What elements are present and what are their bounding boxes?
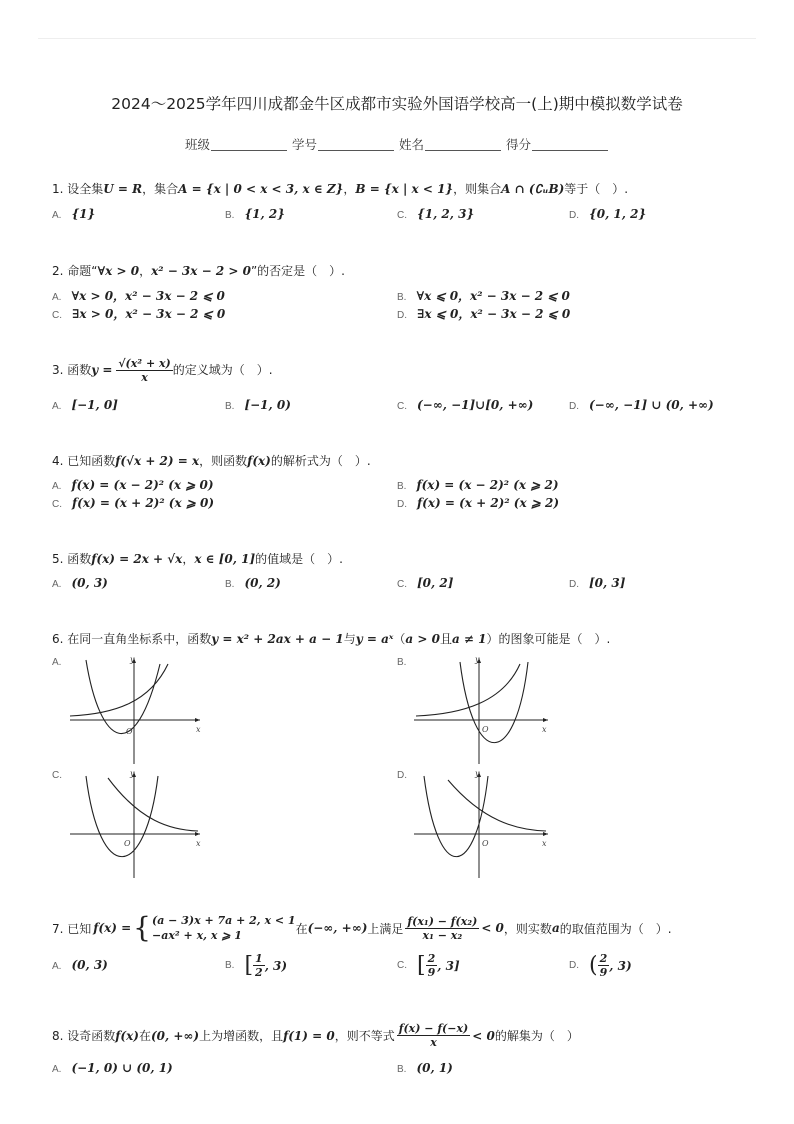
svg-text:O: O [482,839,489,848]
student-info-row [0,135,794,153]
question-7-stem: 7. 已知 f(x) = { (a − 3)x + 7a + 2, x < 1 −ax² + x, x ⩾ 1 在 (−∞, +∞) 上满足 $\frac{\text{f(x₁) − f(x₂)}}{\text{x₁ − x₂}}$ < 0 ，则实数 a 的取值范围为（ ）. [52,911,672,944]
svg-text:O: O [482,725,489,734]
q1-option-c[interactable]: C. {1, 2, 3} [397,207,475,221]
question-3-stem: 3. 函数y = $\frac{\text{√(x² + x)}}{x}$ 的定义域为（ ）. [52,357,273,384]
q4-option-c[interactable]: C. f(x) = (x + 2)² (x ⩾ 0) [52,496,215,510]
question-2-stem: 2. 命题“∀x > 0，x² − 3x − 2 > 0”的否定是（ ）. [52,264,345,278]
svg-text:x: x [196,839,201,848]
q8-option-b[interactable]: B. (0, 1) [397,1061,453,1075]
q6-graph-a[interactable] [60,652,210,767]
svg-text:O: O [126,727,133,736]
q5-option-a[interactable]: A. (0, 3) [52,576,108,590]
q7-fraction: $\frac{\text{f(x₁) − f(x₂)}}{\text{x₁ − x₂}}$ [407,914,478,942]
q1-option-b[interactable]: B. {1, 2} [225,207,285,221]
class-label: 班级 [184,137,210,152]
question-6-stem: 6. 在同一直角坐标系中，函数y = x² + 2ax + a − 1与y = aˣ（a > 0且a ≠ 1）的图象可能是（ ）. [52,632,611,646]
name-blank[interactable] [425,138,501,151]
q6-graph-b[interactable] [408,652,558,767]
q7-option-a[interactable]: A. (0, 3) [52,958,108,972]
svg-text:x: x [542,725,547,734]
q6-graph-c[interactable] [60,766,210,881]
q6-graph-d[interactable] [408,766,558,881]
svg-text:y: y [130,769,135,778]
svg-text:O: O [124,839,131,848]
question-5-stem: 5. 函数f(x) = 2x + √x，x ∈ [0, 1]的值域是（ ）. [52,552,343,566]
q7-option-d[interactable]: D. ( $\frac{2}{9}$ , 3) [569,952,632,979]
student-id-label: 学号 [291,137,317,152]
q5-option-d[interactable]: D. [0, 3] [569,576,626,590]
question-4-stem: 4. 已知函数f(√x + 2) = x，则函数f(x)的解析式为（ ）. [52,454,371,468]
q4-option-a[interactable]: A. f(x) = (x − 2)² (x ⩾ 0) [52,478,214,492]
q7-option-b[interactable]: B. [ $\frac{1}{2}$ , 3) [225,952,288,979]
q4-option-d[interactable]: D. f(x) = (x + 2)² (x ⩾ 2) [397,496,560,510]
svg-text:y: y [475,769,480,778]
student-id-blank[interactable] [318,138,394,151]
svg-text:y: y [130,655,135,664]
q6-graph-c-label[interactable]: C. [52,770,62,781]
name-label: 姓名 [398,137,424,152]
svg-text:x: x [196,725,201,734]
score-label: 得分 [505,137,531,152]
q5-option-b[interactable]: B. (0, 2) [225,576,281,590]
q8-fraction: $\frac{f(x) - f(-x)}{x}$ [398,1022,469,1049]
question-8-stem: 8. 设奇函数 f(x) 在 (0, +∞) 上为增函数，且 f(1) = 0 ，则不等式 $\frac{f(x) - f(-x)}{x}$ < 0 的解集为（ ） [52,1022,579,1049]
q2-option-a[interactable]: A. ∀x > 0，x² − 3x − 2 ⩽ 0 [52,289,225,303]
q3-option-a[interactable]: A. [−1, 0] [52,398,118,412]
question-1-stem: 1. 设全集U = R，集合A = {x | 0 < x < 3, x ∈ Z}，B = {x | x < 1}，则集合A ∩ (∁ᵤB)等于（ ）. [52,182,629,196]
q8-option-a[interactable]: A. (−1, 0) ∪ (0, 1) [52,1061,173,1075]
q6-graph-a-label[interactable]: A. [52,657,62,668]
q7-brace-icon: { [133,911,151,944]
q1-option-a[interactable]: A. {1} [52,207,96,221]
q2-option-d[interactable]: D. ∃x ⩽ 0，x² − 3x − 2 ⩽ 0 [397,307,571,321]
q3-option-d[interactable]: D. (−∞, −1] ∪ (0, +∞) [569,398,714,412]
exam-title: 2024～2025学年四川成都金牛区成都市实验外国语学校高一(上)期中模拟数学试卷 [111,95,683,113]
q2-option-b[interactable]: B. ∀x ⩽ 0，x² − 3x − 2 ⩽ 0 [397,289,570,303]
q3-option-b[interactable]: B. [−1, 0) [225,398,291,412]
svg-text:y: y [475,655,480,664]
q3-option-c[interactable]: C. (−∞, −1]∪[0, +∞) [397,398,534,412]
score-blank[interactable] [532,138,608,151]
q6-graph-d-label[interactable]: D. [397,770,407,781]
svg-text:x: x [542,839,547,848]
q2-option-c[interactable]: C. ∃x > 0，x² − 3x − 2 ⩽ 0 [52,307,226,321]
q5-option-c[interactable]: C. [0, 2] [397,576,454,590]
q1-option-d[interactable]: D. {0, 1, 2} [569,207,647,221]
q4-option-b[interactable]: B. f(x) = (x − 2)² (x ⩾ 2) [397,478,559,492]
class-blank[interactable] [211,138,287,151]
q3-fraction: $\frac{\text{√(x² + x)}}{x}$ [118,357,171,384]
q7-piecewise: (a − 3)x + 7a + 2, x < 1 −ax² + x, x ⩾ 1 [152,914,296,942]
q7-option-c[interactable]: C. [ $\frac{2}{9}$ , 3] [397,952,460,979]
q6-graph-b-label[interactable]: B. [397,657,407,668]
top-divider [38,38,756,39]
